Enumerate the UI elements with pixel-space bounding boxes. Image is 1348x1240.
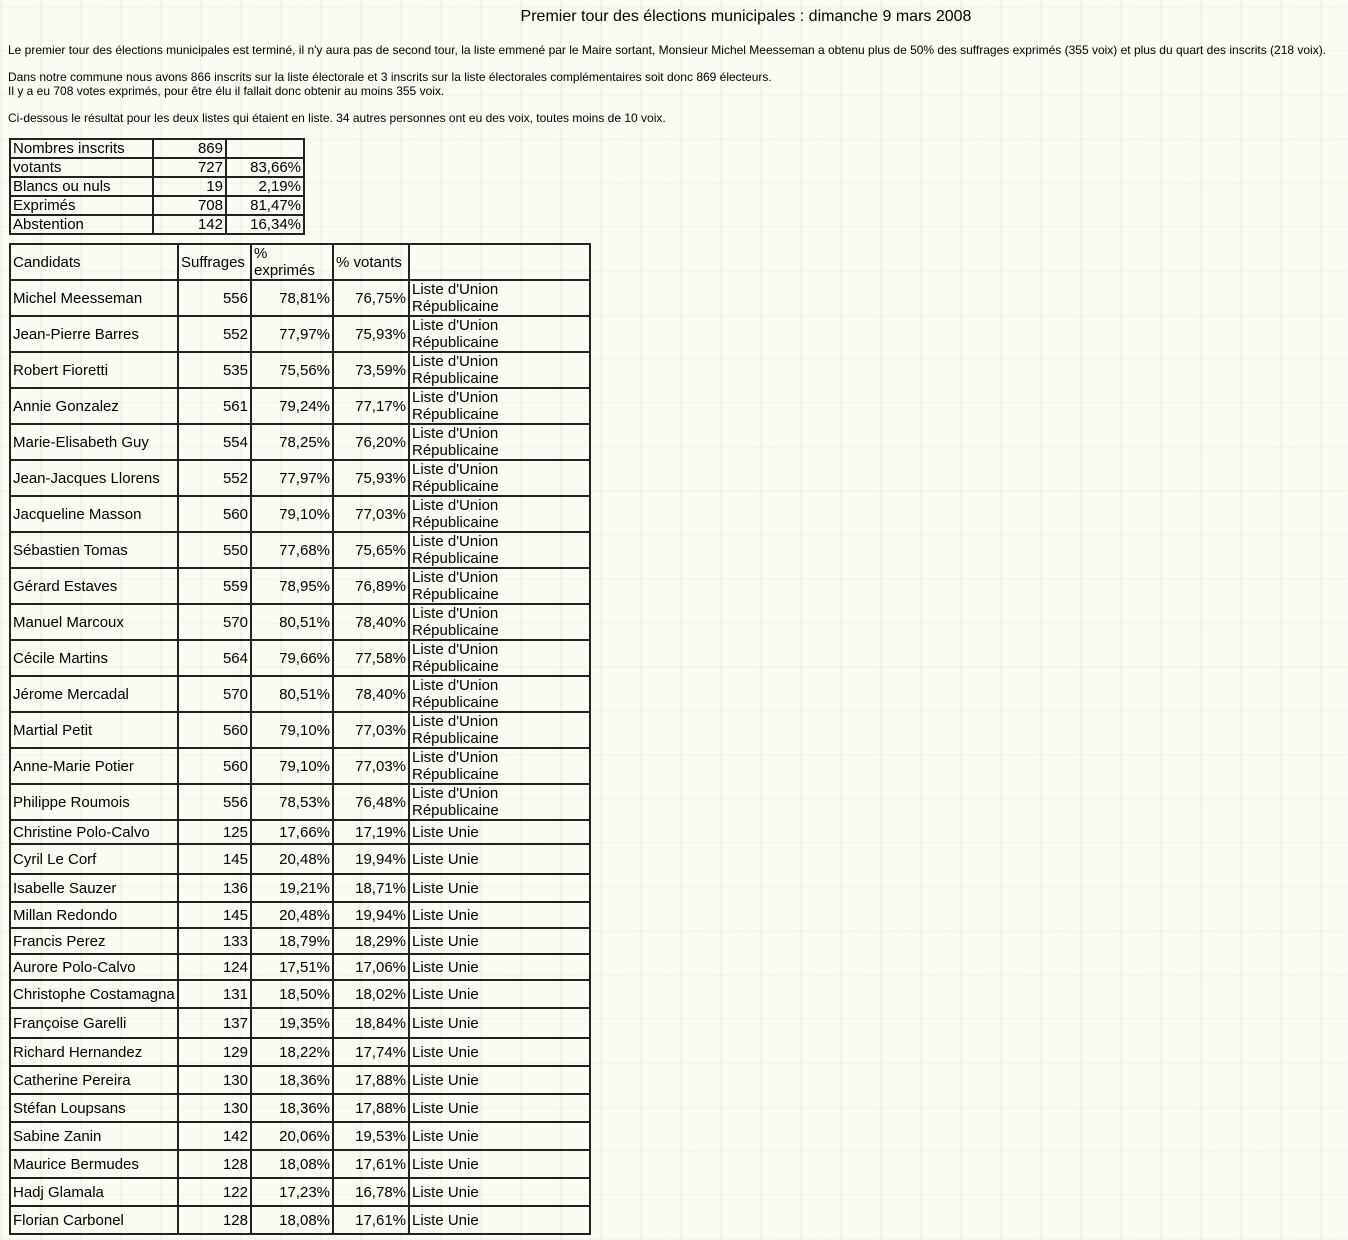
candidate-name: Jean-Jacques Llorens xyxy=(10,460,178,496)
candidate-name: Annie Gonzalez xyxy=(10,388,178,424)
liste-name: Liste d'Union Républicaine xyxy=(409,748,590,784)
pct-exprimes-value: 18,36% xyxy=(251,1066,333,1094)
pct-exprimes-value: 19,21% xyxy=(251,874,333,902)
suffrages-value: 145 xyxy=(178,844,251,874)
pct-votants-value: 75,93% xyxy=(333,316,409,352)
suffrages-value: 129 xyxy=(178,1038,251,1066)
suffrages-value: 145 xyxy=(178,902,251,928)
candidate-name: Marie-Elisabeth Guy xyxy=(10,424,178,460)
pct-exprimes-value: 18,08% xyxy=(251,1150,333,1178)
liste-name: Liste d'Union Républicaine xyxy=(409,352,590,388)
candidate-name: Richard Hernandez xyxy=(10,1038,178,1066)
table-row xyxy=(10,954,590,980)
table-row xyxy=(10,568,590,604)
candidate-name: Hadj Glamala xyxy=(10,1178,178,1206)
liste-name: Liste Unie xyxy=(409,1122,590,1150)
pct-votants-value: 17,61% xyxy=(333,1150,409,1178)
suffrages-value: 560 xyxy=(178,496,251,532)
pct-votants-value: 75,65% xyxy=(333,532,409,568)
exprimes-paragraph: Il y a eu 708 votes exprimés, pour être élu il fallait donc obtenir au moins 355 voix. xyxy=(8,84,445,98)
pct-exprimes-value: 18,79% xyxy=(251,928,333,954)
table-row xyxy=(10,820,590,844)
liste-name: Liste d'Union Républicaine xyxy=(409,568,590,604)
table-row xyxy=(10,1122,590,1150)
liste-name: Liste Unie xyxy=(409,820,590,844)
pct-votants-value: 17,61% xyxy=(333,1206,409,1234)
liste-name: Liste d'Union Républicaine xyxy=(409,316,590,352)
suffrages-value: 535 xyxy=(178,352,251,388)
liste-name: Liste d'Union Républicaine xyxy=(409,388,590,424)
candidate-name: Aurore Polo-Calvo xyxy=(10,954,178,980)
liste-name: Liste d'Union Républicaine xyxy=(409,604,590,640)
stats-row xyxy=(10,139,304,158)
pct-votants-value: 76,48% xyxy=(333,784,409,820)
stats-row xyxy=(10,177,304,196)
stats-row xyxy=(10,215,304,234)
stats-label: votants xyxy=(10,158,153,177)
header-liste xyxy=(409,244,590,280)
suffrages-value: 556 xyxy=(178,784,251,820)
liste-name: Liste Unie xyxy=(409,928,590,954)
pct-votants-value: 75,93% xyxy=(333,460,409,496)
pct-votants-value: 17,88% xyxy=(333,1094,409,1122)
pct-votants-value: 77,03% xyxy=(333,748,409,784)
table-row xyxy=(10,874,590,902)
intro-paragraph: Le premier tour des élections municipales est terminé, il n'y aura pas de second tour, la liste emmené par le Maire sortant, Monsieur Michel Meesseman a obtenu plus de 50% des suffrages exprimés (355 voix) et plus du quart des inscrits (218 voix). xyxy=(8,43,1327,57)
candidate-name: Philippe Roumois xyxy=(10,784,178,820)
suffrages-value: 122 xyxy=(178,1178,251,1206)
candidate-name: Michel Meesseman xyxy=(10,280,178,316)
liste-name: Liste d'Union Républicaine xyxy=(409,424,590,460)
pct-exprimes-value: 17,51% xyxy=(251,954,333,980)
candidate-name: Stéfan Loupsans xyxy=(10,1094,178,1122)
suffrages-value: 142 xyxy=(178,1122,251,1150)
candidate-name: Cécile Martins xyxy=(10,640,178,676)
liste-name: Liste Unie xyxy=(409,902,590,928)
pct-exprimes-value: 78,81% xyxy=(251,280,333,316)
liste-name: Liste Unie xyxy=(409,874,590,902)
pct-exprimes-value: 18,50% xyxy=(251,980,333,1008)
results-header-row xyxy=(10,244,590,280)
table-row xyxy=(10,640,590,676)
header-pct-votants: % votants xyxy=(333,244,409,280)
pct-votants-value: 17,06% xyxy=(333,954,409,980)
liste-name: Liste d'Union Républicaine xyxy=(409,784,590,820)
stats-row xyxy=(10,196,304,215)
table-row xyxy=(10,784,590,820)
pct-exprimes-value: 75,56% xyxy=(251,352,333,388)
pct-exprimes-value: 17,23% xyxy=(251,1178,333,1206)
pct-exprimes-value: 20,06% xyxy=(251,1122,333,1150)
pct-exprimes-value: 18,22% xyxy=(251,1038,333,1066)
pct-votants-value: 18,71% xyxy=(333,874,409,902)
candidate-name: Jean-Pierre Barres xyxy=(10,316,178,352)
suffrages-value: 560 xyxy=(178,748,251,784)
suffrages-value: 564 xyxy=(178,640,251,676)
pct-votants-value: 18,02% xyxy=(333,980,409,1008)
pct-votants-value: 77,58% xyxy=(333,640,409,676)
pct-votants-value: 76,20% xyxy=(333,424,409,460)
liste-name: Liste Unie xyxy=(409,1008,590,1038)
pct-exprimes-value: 79,10% xyxy=(251,496,333,532)
pct-votants-value: 76,75% xyxy=(333,280,409,316)
candidate-name: Jacqueline Masson xyxy=(10,496,178,532)
stats-count: 142 xyxy=(153,215,226,234)
stats-count: 708 xyxy=(153,196,226,215)
liste-name: Liste Unie xyxy=(409,1038,590,1066)
suffrages-value: 133 xyxy=(178,928,251,954)
table-row xyxy=(10,902,590,928)
suffrages-value: 137 xyxy=(178,1008,251,1038)
pct-exprimes-value: 79,66% xyxy=(251,640,333,676)
pct-exprimes-value: 79,10% xyxy=(251,712,333,748)
table-row xyxy=(10,1206,590,1234)
table-row xyxy=(10,980,590,1008)
table-row xyxy=(10,532,590,568)
suffrages-value: 560 xyxy=(178,712,251,748)
pct-exprimes-value: 18,08% xyxy=(251,1206,333,1234)
stats-pct: 16,34% xyxy=(226,215,304,234)
suffrages-value: 556 xyxy=(178,280,251,316)
table-row xyxy=(10,280,590,316)
suffrages-value: 552 xyxy=(178,316,251,352)
header-pct-exprimes: % exprimés xyxy=(251,244,333,280)
candidate-name: Florian Carbonel xyxy=(10,1206,178,1234)
liste-name: Liste d'Union Républicaine xyxy=(409,712,590,748)
page-title: Premier tour des élections municipales : dimanche 9 mars 2008 xyxy=(520,8,972,25)
liste-name: Liste d'Union Républicaine xyxy=(409,460,590,496)
liste-name: Liste Unie xyxy=(409,1066,590,1094)
liste-name: Liste Unie xyxy=(409,1150,590,1178)
suffrages-value: 124 xyxy=(178,954,251,980)
liste-name: Liste Unie xyxy=(409,844,590,874)
pct-votants-value: 78,40% xyxy=(333,676,409,712)
pct-votants-value: 76,89% xyxy=(333,568,409,604)
pct-exprimes-value: 19,35% xyxy=(251,1008,333,1038)
candidate-name: Maurice Bermudes xyxy=(10,1150,178,1178)
suffrages-value: 561 xyxy=(178,388,251,424)
pct-votants-value: 17,88% xyxy=(333,1066,409,1094)
pct-exprimes-value: 20,48% xyxy=(251,902,333,928)
pct-exprimes-value: 18,36% xyxy=(251,1094,333,1122)
candidate-name: Manuel Marcoux xyxy=(10,604,178,640)
stats-pct: 81,47% xyxy=(226,196,304,215)
suffrages-value: 130 xyxy=(178,1066,251,1094)
pct-exprimes-value: 78,25% xyxy=(251,424,333,460)
suffrages-value: 570 xyxy=(178,604,251,640)
pct-votants-value: 78,40% xyxy=(333,604,409,640)
stats-label: Nombres inscrits xyxy=(10,139,153,158)
stats-label: Abstention xyxy=(10,215,153,234)
pct-exprimes-value: 77,97% xyxy=(251,460,333,496)
candidate-name: Christophe Costamagna xyxy=(10,980,178,1008)
candidate-name: Cyril Le Corf xyxy=(10,844,178,874)
pct-votants-value: 19,94% xyxy=(333,844,409,874)
pct-votants-value: 77,03% xyxy=(333,496,409,532)
pct-exprimes-value: 17,66% xyxy=(251,820,333,844)
table-row xyxy=(10,928,590,954)
candidate-name: Jérome Mercadal xyxy=(10,676,178,712)
liste-name: Liste d'Union Républicaine xyxy=(409,676,590,712)
candidate-name: Sébastien Tomas xyxy=(10,532,178,568)
pct-exprimes-value: 78,53% xyxy=(251,784,333,820)
pct-votants-value: 19,53% xyxy=(333,1122,409,1150)
table-row xyxy=(10,1008,590,1038)
stats-pct: 2,19% xyxy=(226,177,304,196)
stats-pct: 83,66% xyxy=(226,158,304,177)
pct-votants-value: 17,74% xyxy=(333,1038,409,1066)
results-table xyxy=(9,243,591,1235)
table-row xyxy=(10,388,590,424)
pct-votants-value: 77,17% xyxy=(333,388,409,424)
liste-name: Liste Unie xyxy=(409,980,590,1008)
pct-exprimes-value: 79,24% xyxy=(251,388,333,424)
suffrages-value: 570 xyxy=(178,676,251,712)
stats-count: 869 xyxy=(153,139,226,158)
suffrages-value: 131 xyxy=(178,980,251,1008)
pct-exprimes-value: 20,48% xyxy=(251,844,333,874)
pct-exprimes-value: 78,95% xyxy=(251,568,333,604)
stats-pct xyxy=(226,139,304,158)
pct-votants-value: 18,29% xyxy=(333,928,409,954)
candidate-name: Isabelle Sauzer xyxy=(10,874,178,902)
table-row xyxy=(10,1178,590,1206)
pct-votants-value: 19,94% xyxy=(333,902,409,928)
suffrages-value: 128 xyxy=(178,1150,251,1178)
pct-exprimes-value: 79,10% xyxy=(251,748,333,784)
table-row xyxy=(10,1038,590,1066)
pct-votants-value: 17,19% xyxy=(333,820,409,844)
liste-name: Liste Unie xyxy=(409,954,590,980)
suffrages-value: 552 xyxy=(178,460,251,496)
stats-label: Exprimés xyxy=(10,196,153,215)
candidate-name: Gérard Estaves xyxy=(10,568,178,604)
table-row xyxy=(10,316,590,352)
liste-name: Liste Unie xyxy=(409,1094,590,1122)
table-row xyxy=(10,676,590,712)
table-row xyxy=(10,460,590,496)
candidate-name: Sabine Zanin xyxy=(10,1122,178,1150)
candidate-name: Françoise Garelli xyxy=(10,1008,178,1038)
suffrages-value: 554 xyxy=(178,424,251,460)
candidate-name: Millan Redondo xyxy=(10,902,178,928)
liste-name: Liste Unie xyxy=(409,1178,590,1206)
suffrages-value: 559 xyxy=(178,568,251,604)
table-row xyxy=(10,748,590,784)
stats-label: Blancs ou nuls xyxy=(10,177,153,196)
header-suffrages: Suffrages xyxy=(178,244,251,280)
pct-votants-value: 16,78% xyxy=(333,1178,409,1206)
liste-name: Liste d'Union Républicaine xyxy=(409,496,590,532)
pct-exprimes-value: 80,51% xyxy=(251,676,333,712)
results-intro-paragraph: Ci-dessous le résultat pour les deux listes qui étaient en liste. 34 autres personnes ont eu des voix, toutes moins de 10 voix. xyxy=(8,111,666,125)
suffrages-value: 130 xyxy=(178,1094,251,1122)
pct-votants-value: 73,59% xyxy=(333,352,409,388)
stats-row xyxy=(10,158,304,177)
liste-name: Liste d'Union Républicaine xyxy=(409,280,590,316)
suffrages-value: 125 xyxy=(178,820,251,844)
table-row xyxy=(10,352,590,388)
pct-exprimes-value: 77,68% xyxy=(251,532,333,568)
table-row xyxy=(10,1150,590,1178)
stats-count: 19 xyxy=(153,177,226,196)
suffrages-value: 136 xyxy=(178,874,251,902)
pct-exprimes-value: 77,97% xyxy=(251,316,333,352)
candidate-name: Anne-Marie Potier xyxy=(10,748,178,784)
table-row xyxy=(10,424,590,460)
table-row xyxy=(10,844,590,874)
suffrages-value: 128 xyxy=(178,1206,251,1234)
pct-exprimes-value: 80,51% xyxy=(251,604,333,640)
table-row xyxy=(10,712,590,748)
liste-name: Liste d'Union Républicaine xyxy=(409,532,590,568)
table-row xyxy=(10,1066,590,1094)
liste-name: Liste Unie xyxy=(409,1206,590,1234)
candidate-name: Martial Petit xyxy=(10,712,178,748)
candidate-name: Catherine Pereira xyxy=(10,1066,178,1094)
suffrages-value: 550 xyxy=(178,532,251,568)
pct-votants-value: 77,03% xyxy=(333,712,409,748)
candidate-name: Robert Fioretti xyxy=(10,352,178,388)
liste-name: Liste d'Union Républicaine xyxy=(409,640,590,676)
candidate-name: Francis Perez xyxy=(10,928,178,954)
table-row xyxy=(10,1094,590,1122)
stats-table xyxy=(9,138,305,235)
candidate-name: Christine Polo-Calvo xyxy=(10,820,178,844)
pct-votants-value: 18,84% xyxy=(333,1008,409,1038)
stats-count: 727 xyxy=(153,158,226,177)
table-row xyxy=(10,496,590,532)
header-candidats: Candidats xyxy=(10,244,178,280)
inscrits-paragraph: Dans notre commune nous avons 866 inscrits sur la liste électorale et 3 inscrits sur la liste électorales complémentaires soit donc 869 électeurs. xyxy=(8,70,772,84)
table-row xyxy=(10,604,590,640)
